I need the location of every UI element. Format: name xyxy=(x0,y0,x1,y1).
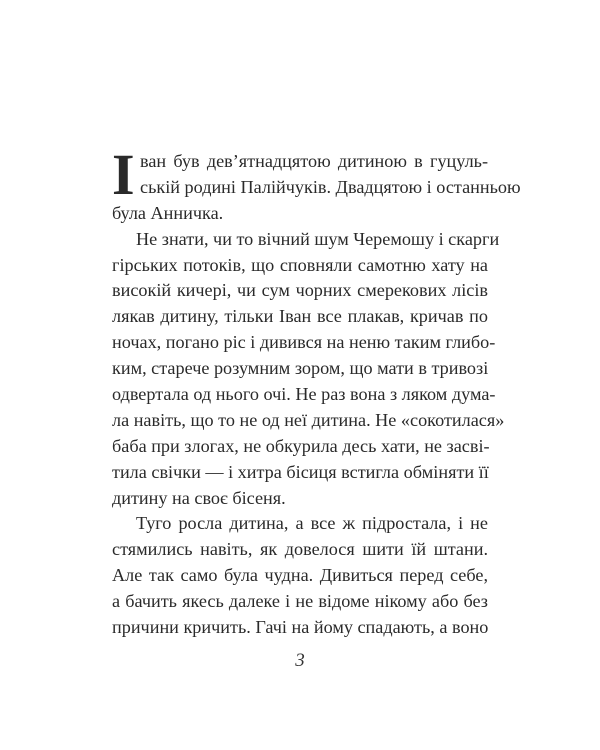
text-line: була Анничка. xyxy=(112,202,224,223)
text-line: стямились навіть, як довелося шити їй штани. xyxy=(112,539,488,560)
text-line: дитину на своє бісеня. xyxy=(112,487,286,508)
text-line: Не знати, чи то вічний шум Черемошу і скарги xyxy=(136,228,500,249)
text-line: ким, старече розумним зором, що мати в тривозі xyxy=(112,358,489,379)
text-line: одвертала од нього очі. Не раз вона з ляком дума- xyxy=(112,384,496,405)
text-line: ській родині Палійчуків. Двадцятою і останньою xyxy=(140,176,521,197)
text-line: високій кичері, чи сум чорних смерекових лісів xyxy=(112,280,488,301)
text-line: Туго росла дитина, а все ж підростала, і не xyxy=(136,513,488,534)
text-line: ла навіть, що то не од неї дитина. Не «сокотилася» xyxy=(112,409,505,430)
text-line: а бачить якесь далеке і не відоме нікому або без xyxy=(112,591,488,612)
text-line: лякав дитину, тільки Іван все плакав, кричав по xyxy=(112,306,488,327)
drop-cap: І xyxy=(112,142,135,207)
text-line: Але так само була чудна. Дивиться перед себе, xyxy=(112,565,488,586)
body-text xyxy=(112,142,521,641)
text-line: тила свічки — і хитра бісиця встигла обміняти її xyxy=(112,461,489,482)
text-line: ван був дев’ятнадцятою дитиною в гуцуль- xyxy=(140,151,488,171)
page-number: 3 xyxy=(295,650,305,671)
text-line: ночах, погано ріс і дивився на неню таким глибо- xyxy=(112,332,496,353)
text-line: баба при злогах, не обкурила десь хати, не засві- xyxy=(112,435,490,456)
text-line: причини кричить. Гачі на йому спадають, а воно xyxy=(112,617,489,638)
text-line: гірських потоків, що сповняли самотню хату на xyxy=(112,254,488,275)
